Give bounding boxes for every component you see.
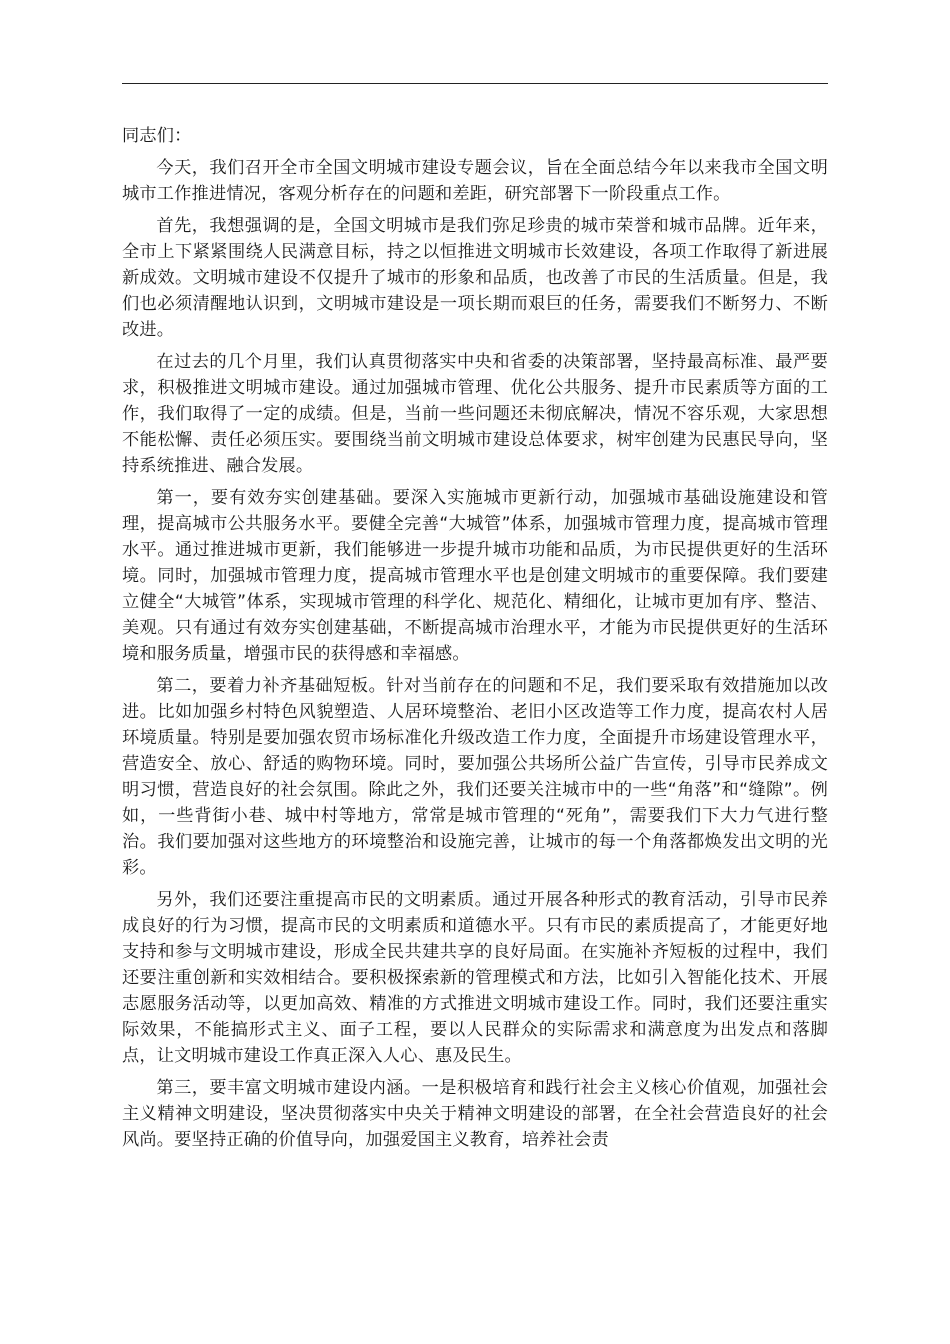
paragraph-first-point: 第一，要有效夯实创建基础。要深入实施城市更新行动，加强城市基础设施建设和管理，提高城市公共服务水平。要健全完善“大城管”体系，加强城市管理力度，提高城市管理水平。通过推进城市更新，我们能够进一步提升城市功能和品质，为市民提供更好的生活环境。同时，加强城市管理力度，提高城市管理水平也是创建文明城市的重要保障。我们要建立健全“大城管”体系，实现城市管理的科学化、规范化、精细化，让城市更加有序、整洁、美观。只有通过有效夯实创建基础，不断提高城市治理水平，才能为市民提供更好的生活环境和服务质量，增强市民的获得感和幸福感。 [122,488,828,664]
paragraph-second-point: 第二，要着力补齐基础短板。针对当前存在的问题和不足，我们要采取有效措施加以改进。比如加强乡村特色风貌塑造、人居环境整治、老旧小区改造等工作力度，提高农村人居环境质量。特别是要加强农贸市场标准化升级改造工作力度，全面提升市场建设管理水平，营造安全、放心、舒适的购物环境。同时，要加强公共场所公益广告宣传，引导市民养成文明习惯，营造良好的社会氛围。除此之外，我们还要关注城市中的一些“角落”和“缝隙”。例如，一些背街小巷、城中村等地方，常常是城市管理的“死角”，需要我们下大力气进行整治。我们要加强对这些地方的环境整治和设施完善，让城市的每一个角落都焕发出文明的光彩。 [122,676,828,878]
paragraph-citizen-quality: 另外，我们还要注重提高市民的文明素质。通过开展各种形式的教育活动，引导市民养成良好的行为习惯，提高市民的文明素质和道德水平。只有市民的素质提高了，才能更好地支持和参与文明城市建设，形成全民共建共享的良好局面。在实施补齐短板的过程中，我们还要注重创新和实效相结合。要积极探索新的管理模式和方法，比如引入智能化技术、开展志愿服务活动等，以更加高效、精准的方式推进文明城市建设工作。同时，我们还要注重实际效果，不能搞形式主义、面子工程，要以人民群众的实际需求和满意度为出发点和落脚点，让文明城市建设工作真正深入人心、惠及民生。 [122,890,828,1066]
paragraph-progress: 在过去的几个月里，我们认真贯彻落实中央和省委的决策部署，坚持最高标准、最严要求，积极推进文明城市建设。通过加强城市管理、优化公共服务、提升市民素质等方面的工作，我们取得了一定的成绩。但是，当前一些问题还未彻底解决，情况不容乐观，大家思想不能松懈、责任必须压实。要围绕当前文明城市建设总体要求，树牢创建为民惠民导向，坚持系统推进、融合发展。 [122,352,828,476]
paragraph-emphasis: 首先，我想强调的是，全国文明城市是我们弥足珍贵的城市荣誉和城市品牌。近年来，全市上下紧紧围绕人民满意目标，持之以恒推进文明城市长效建设，各项工作取得了新进展新成效。文明城市建设不仅提升了城市的形象和品质，也改善了市民的生活质量。但是，我们也必须清醒地认识到，文明城市建设是一项长期而艰巨的任务，需要我们不断努力、不断改进。 [122,216,828,340]
paragraph-third-point: 第三，要丰富文明城市建设内涵。一是积极培育和践行社会主义核心价值观，加强社会主义精神文明建设，坚决贯彻落实中央关于精神文明建设的部署，在全社会营造良好的社会风尚。要坚持正确的价值导向，加强爱国主义教育，培养社会责 [122,1078,828,1150]
salutation: 同志们： [122,126,192,146]
header-rule [122,83,828,84]
paragraph-intro: 今天，我们召开全市全国文明城市建设专题会议，旨在全面总结今年以来我市全国文明城市工作推进情况，客观分析存在的问题和差距，研究部署下一阶段重点工作。 [122,158,828,204]
document-body [122,123,828,1159]
